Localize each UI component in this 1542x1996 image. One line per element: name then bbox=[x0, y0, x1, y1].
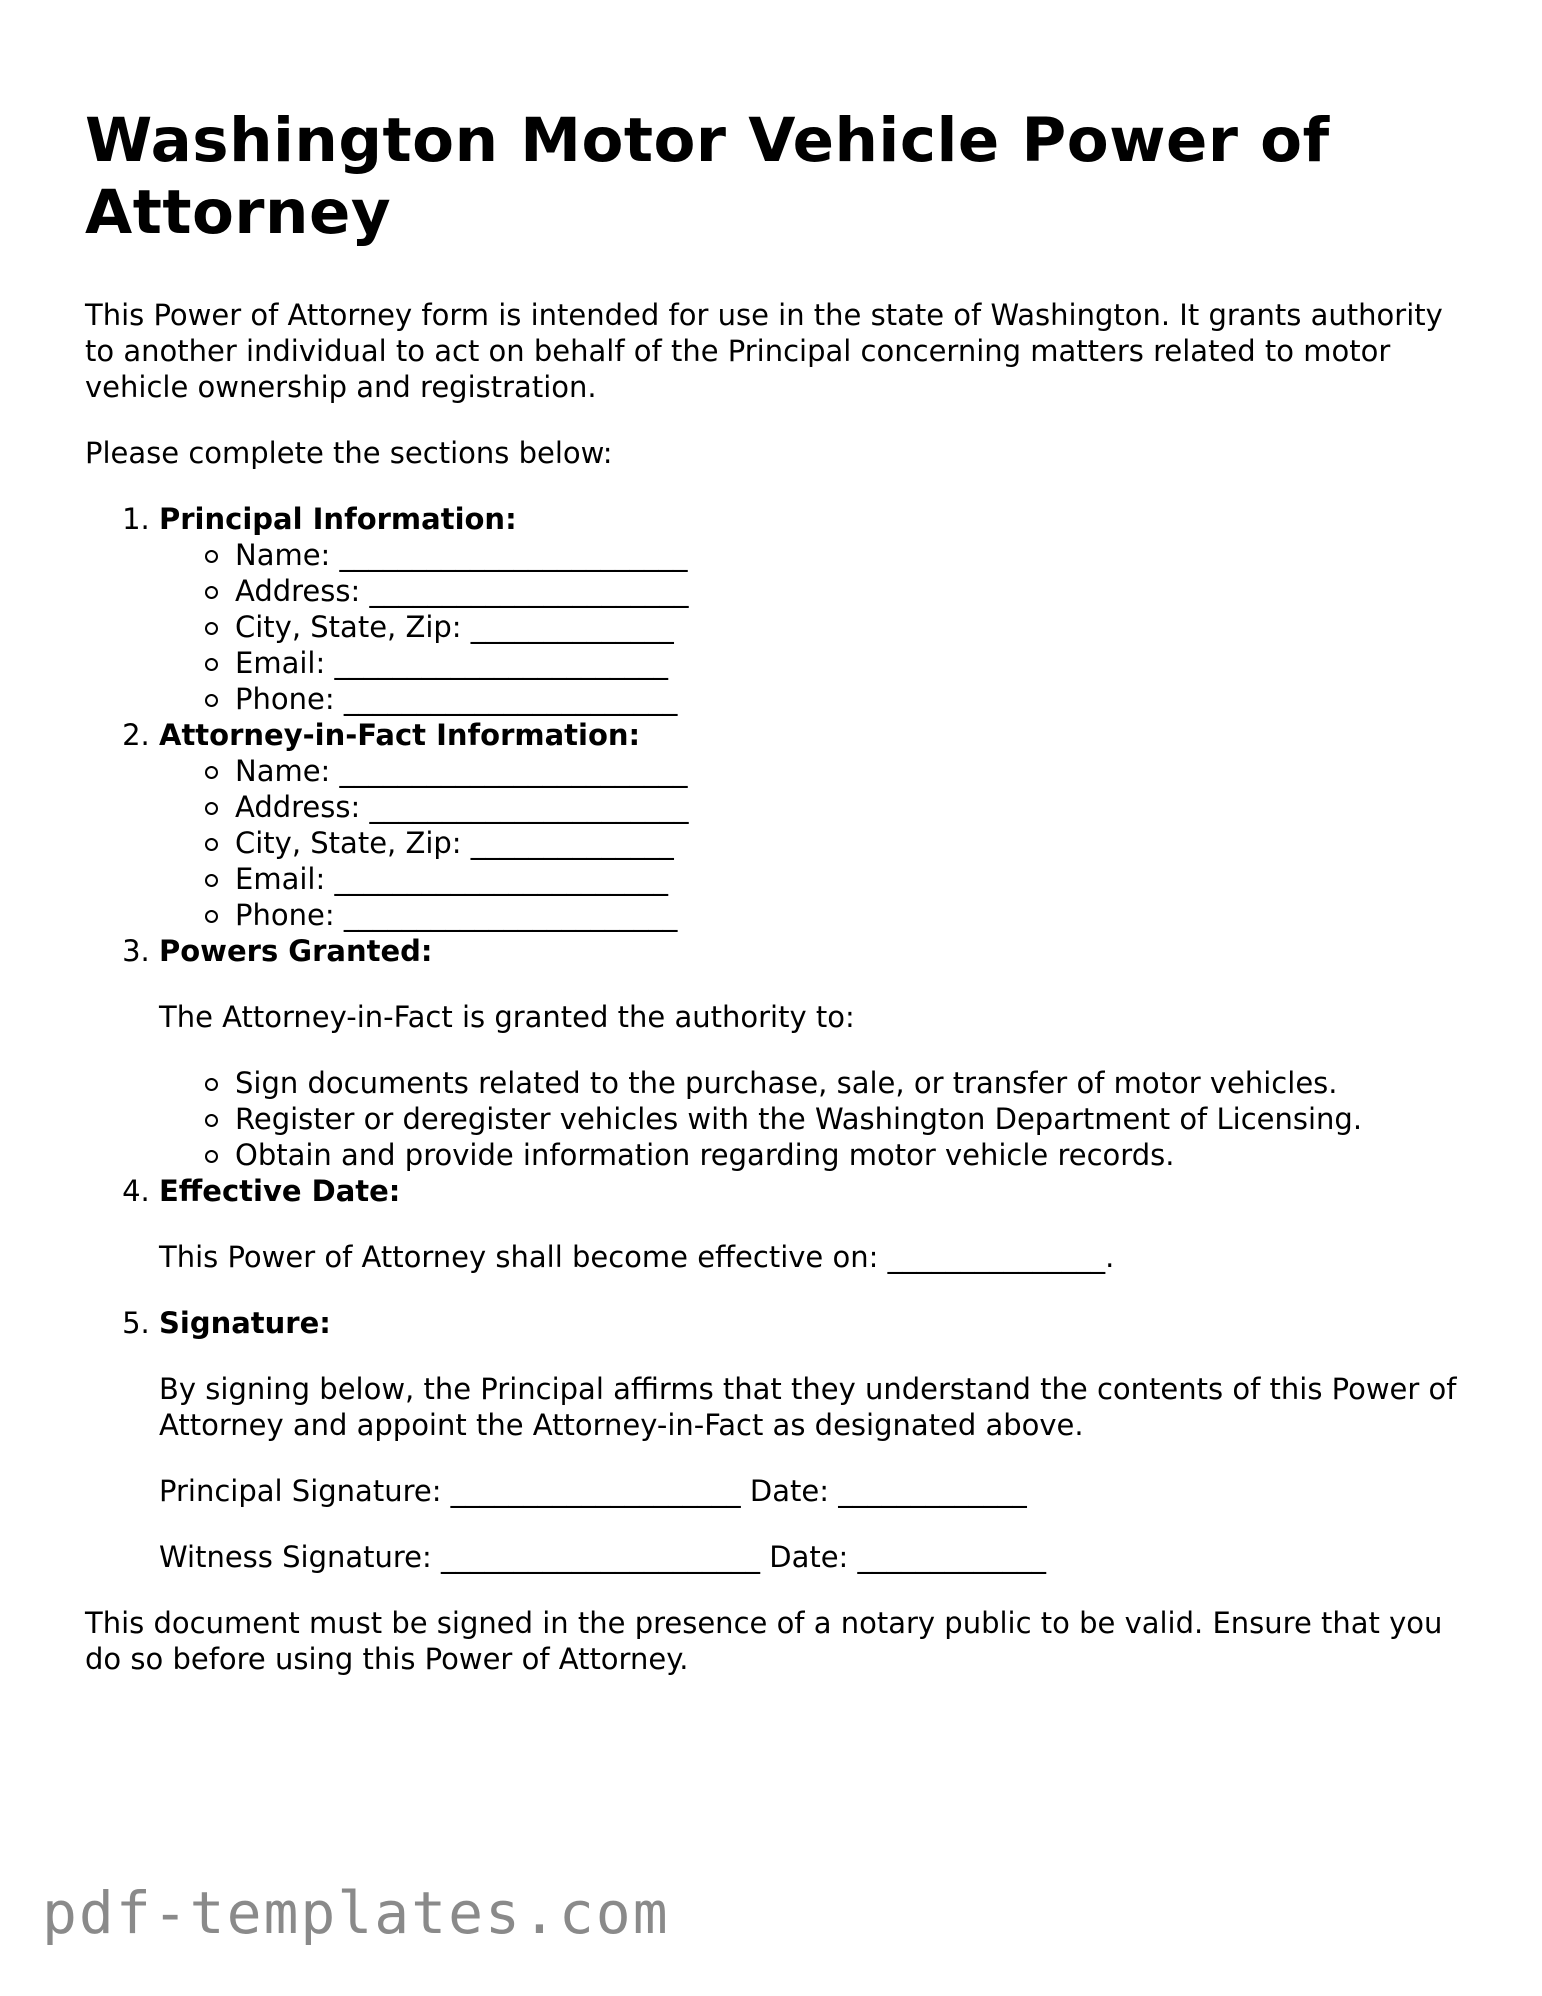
principal-city-field: City, State, Zip: ______________ bbox=[235, 609, 1475, 645]
section-title: Attorney-in-Fact Information: bbox=[159, 718, 641, 752]
attorney-phone-field: Phone: _______________________ bbox=[235, 897, 1475, 933]
effective-date-text: This Power of Attorney shall become effective on: _______________. bbox=[159, 1240, 1115, 1274]
section-title: Powers Granted: bbox=[159, 934, 433, 968]
attorney-address-field: Address: ______________________ bbox=[235, 789, 1475, 825]
principal-phone-field: Phone: _______________________ bbox=[235, 681, 1475, 717]
intro-paragraph: This Power of Attorney form is intended for use in the state of Washington. It grants authority to another individual to act on behalf of the Principal concerning matters related to motor vehicle ownership and registration. bbox=[85, 298, 1443, 404]
section-title: Effective Date: bbox=[159, 1174, 401, 1208]
principal-fields bbox=[159, 537, 1475, 717]
sections-list bbox=[85, 501, 1475, 1575]
attorney-email-field: Email: _______________________ bbox=[235, 861, 1475, 897]
power-item: Register or deregister vehicles with the Washington Department of Licensing. bbox=[235, 1101, 1475, 1137]
witness-signature-line: Witness Signature: ______________________ Date: _____________ bbox=[159, 1540, 1047, 1574]
powers-list bbox=[159, 1065, 1475, 1173]
section-title: Principal Information: bbox=[159, 502, 517, 536]
principal-signature-line: Principal Signature: ____________________ Date: _____________ bbox=[159, 1474, 1027, 1508]
signature-text: By signing below, the Principal affirms that they understand the contents of this Power of Attorney and appoint the Attorney-in-Fact as designated above. bbox=[159, 1372, 1457, 1442]
power-item: Sign documents related to the purchase, sale, or transfer of motor vehicles. bbox=[235, 1065, 1475, 1101]
closing-paragraph: This document must be signed in the presence of a notary public to be valid. Ensure that you do so before using this Power of Attorney. bbox=[85, 1606, 1443, 1676]
principal-name-field: Name: ________________________ bbox=[235, 537, 1475, 573]
document-page bbox=[85, 105, 1475, 1707]
section-title: Signature: bbox=[159, 1306, 331, 1340]
attorney-fields bbox=[159, 753, 1475, 933]
attorney-name-field: Name: ________________________ bbox=[235, 753, 1475, 789]
section-powers bbox=[159, 933, 1475, 1173]
section-attorney bbox=[159, 717, 1475, 933]
instruction-text: Please complete the sections below: bbox=[85, 436, 613, 470]
section-principal bbox=[159, 501, 1475, 717]
attorney-city-field: City, State, Zip: ______________ bbox=[235, 825, 1475, 861]
section-effective-date bbox=[159, 1173, 1475, 1275]
principal-email-field: Email: _______________________ bbox=[235, 645, 1475, 681]
watermark: pdf-templates.com bbox=[42, 1879, 670, 1947]
principal-address-field: Address: ______________________ bbox=[235, 573, 1475, 609]
powers-lead: The Attorney-in-Fact is granted the authority to: bbox=[159, 1000, 855, 1034]
section-signature bbox=[159, 1305, 1475, 1575]
power-item: Obtain and provide information regarding motor vehicle records. bbox=[235, 1137, 1475, 1173]
document-title: Washington Motor Vehicle Power of Attorney bbox=[85, 105, 1330, 248]
